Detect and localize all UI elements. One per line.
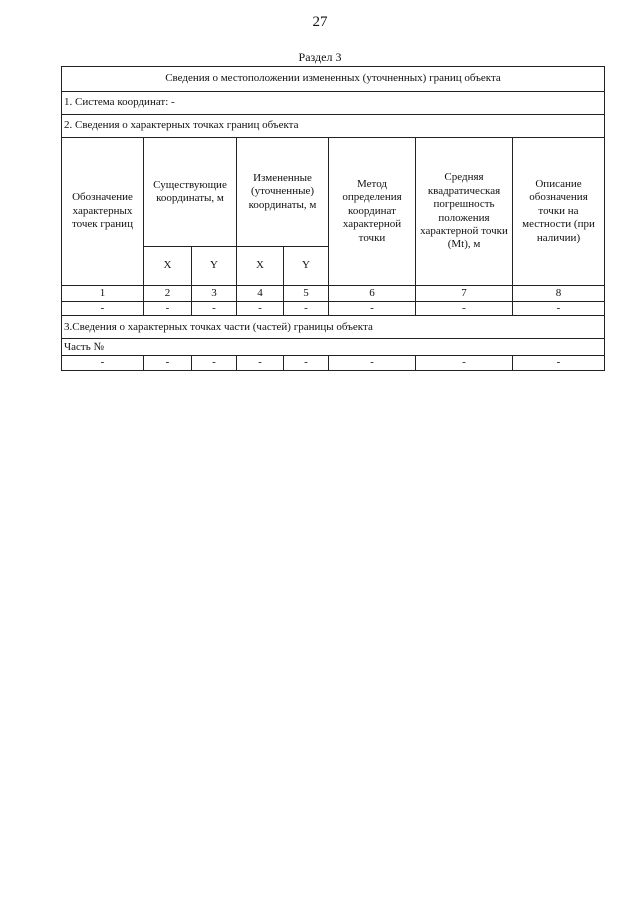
section-label: Раздел 3 xyxy=(298,50,342,64)
column-number: 3 xyxy=(192,286,237,302)
table-cell: - xyxy=(416,302,513,316)
column-number: 8 xyxy=(513,286,605,302)
table-cell: - xyxy=(329,302,416,316)
table-cell: - xyxy=(284,356,329,370)
header-method: Метод определения координат характерной точки xyxy=(329,138,416,286)
table-row xyxy=(62,302,605,316)
column-number: 6 xyxy=(329,286,416,302)
column-number: 5 xyxy=(284,286,329,302)
table-cell: - xyxy=(416,356,513,370)
header-designation: Обозначение характерных точек границ xyxy=(62,138,144,286)
table-cell: - xyxy=(62,356,144,370)
table-cell: - xyxy=(62,302,144,316)
table-cell: - xyxy=(284,302,329,316)
table-cell: - xyxy=(144,356,192,370)
points-heading: 2. Сведения о характерных точках границ объекта xyxy=(62,115,605,138)
column-numbers-row xyxy=(62,286,605,302)
column-number: 1 xyxy=(62,286,144,302)
header-existing-x: X xyxy=(144,247,192,286)
header-existing-y: Y xyxy=(192,247,237,286)
table-cell: - xyxy=(513,356,605,370)
table-cell: - xyxy=(237,356,284,370)
table-cell: - xyxy=(329,356,416,370)
header-error: Средняя квадратическая погрешность положения характерной точки (Mt), м xyxy=(416,138,513,286)
header-changed-coords: Измененные (уточненные) координаты, м xyxy=(237,138,329,247)
table-title: Сведения о местоположении измененных (уточненных) границ объекта xyxy=(62,67,605,92)
parts-heading: 3.Сведения о характерных точках части (частей) границы объекта xyxy=(62,316,605,339)
table-cell: - xyxy=(192,356,237,370)
table-cell: - xyxy=(144,302,192,316)
page-number: 27 xyxy=(312,14,328,30)
header-description: Описание обозначения точки на местности (при наличии) xyxy=(513,138,605,286)
boundary-table xyxy=(61,66,605,371)
column-number: 2 xyxy=(144,286,192,302)
table-cell: - xyxy=(513,302,605,316)
column-number: 7 xyxy=(416,286,513,302)
header-changed-x: X xyxy=(237,247,284,286)
table-row xyxy=(62,356,605,370)
part-label: Часть № xyxy=(62,339,605,356)
coordinate-system: 1. Система координат: - xyxy=(62,92,605,115)
header-changed-y: Y xyxy=(284,247,329,286)
table-cell: - xyxy=(237,302,284,316)
table-cell: - xyxy=(192,302,237,316)
header-existing-coords: Существующие координаты, м xyxy=(144,138,237,247)
column-number: 4 xyxy=(237,286,284,302)
